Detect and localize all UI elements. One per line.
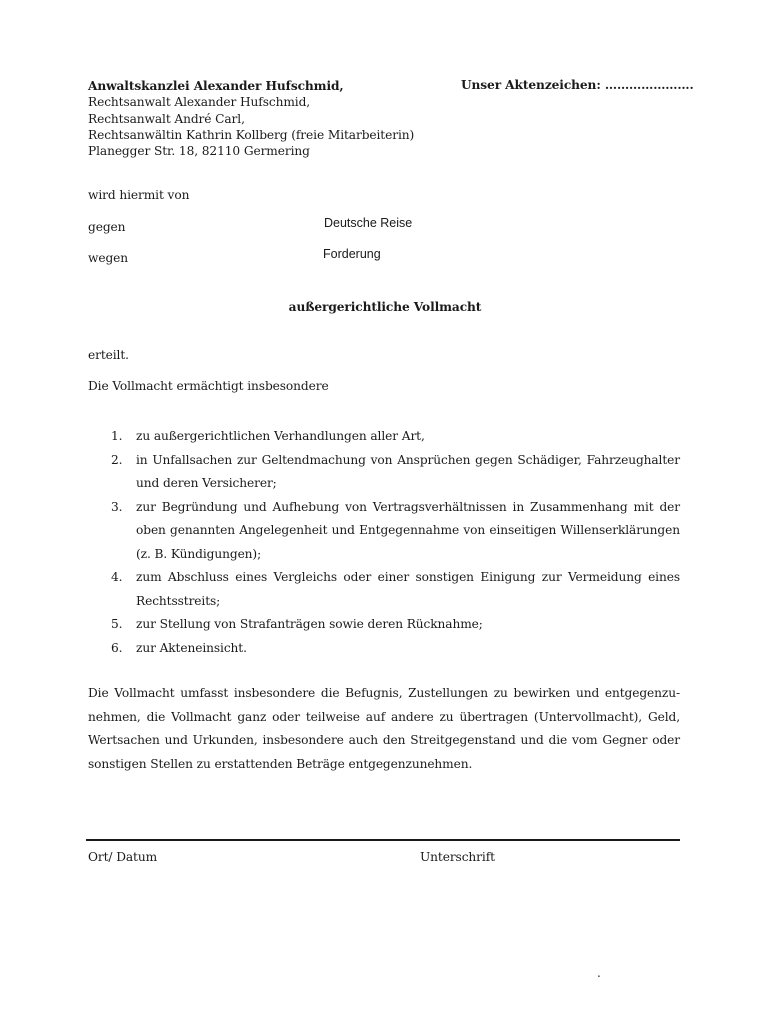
unterschrift-label: Unterschrift bbox=[420, 850, 495, 864]
list-item-text: zur Stellung von Strafanträgen sowie deren Rücknahme; bbox=[136, 617, 483, 631]
list-item bbox=[88, 425, 680, 449]
list-item-number: 6. bbox=[111, 640, 123, 655]
firm-line-4: Planegger Str. 18, 82110 Germering bbox=[88, 144, 310, 159]
firm-line-2: Rechtsanwalt André Carl, bbox=[88, 111, 245, 126]
signature-line bbox=[86, 839, 680, 841]
list-item bbox=[88, 613, 680, 637]
ort-datum-label: Ort/ Datum bbox=[88, 850, 158, 864]
list-item-number: 4. bbox=[111, 570, 123, 584]
list-item-number: 3. bbox=[111, 499, 123, 514]
list-item-number: 2. bbox=[111, 452, 123, 467]
list-item-number: 5. bbox=[111, 617, 123, 631]
firm-name: Anwaltskanzlei Alexander Hufschmid, bbox=[88, 79, 344, 93]
list-item-text: zu außergerichtlichen Verhandlungen aller Art, bbox=[136, 429, 425, 443]
wegen-value[interactable]: Forderung bbox=[323, 247, 381, 261]
gegen-value[interactable]: Deutsche Reise bbox=[324, 216, 413, 230]
list-item bbox=[88, 637, 680, 661]
wird-label: wird hiermit von bbox=[88, 188, 190, 202]
list-item-text: zur Begründung und Aufhebung von Vertragsverhältnissen in Zusammenhang mit der oben genannten Angelegenheit und Entgegennahme von einseitigen Willenserklärungen (z. B. Kündigungen); bbox=[136, 499, 680, 561]
list-item bbox=[88, 496, 680, 567]
powers-list bbox=[88, 425, 680, 660]
aktenzeichen: Unser Aktenzeichen: …………………. bbox=[461, 78, 694, 92]
gegen-label: gegen bbox=[88, 220, 126, 234]
firm-line-1: Rechtsanwalt Alexander Hufschmid, bbox=[88, 95, 311, 110]
list-item bbox=[88, 566, 680, 613]
scope-paragraph: Die Vollmacht umfasst insbesondere die Befugnis, Zustellungen zu bewirken und entgegenzu-nehmen, die Vollmacht ganz oder teilweise auf andere zu übertragen (Untervollmacht), Geld, Wertsachen und Urkunden, insbesondere auch den Streitgegenstand und die vom Gegner oder sonstigen Stellen zu erstattenden Beträge entgegenzunehmen. bbox=[88, 686, 680, 771]
list-item-text: zum Abschluss eines Vergleichs oder einer sonstigen Einigung zur Vermeidung eines Rechtsstreits; bbox=[136, 570, 680, 608]
list-item-text: in Unfallsachen zur Geltendmachung von Ansprüchen gegen Schädiger, Fahrzeughalter und deren Versicherer; bbox=[136, 452, 680, 490]
document-title: außergerichtliche Vollmacht bbox=[288, 300, 482, 314]
wegen-label: wegen bbox=[88, 251, 129, 265]
list-item-number: 1. bbox=[111, 429, 123, 443]
erteilt-text: erteilt. bbox=[88, 348, 129, 362]
intro-text: Die Vollmacht ermächtigt insbesondere bbox=[88, 379, 329, 393]
list-item-text: zur Akteneinsicht. bbox=[136, 640, 247, 655]
list-item bbox=[88, 449, 680, 496]
firm-address-block bbox=[88, 78, 414, 159]
footer-mark: . bbox=[597, 966, 601, 980]
firm-line-3: Rechtsanwältin Kathrin Kollberg (freie Mitarbeiterin) bbox=[88, 127, 415, 142]
